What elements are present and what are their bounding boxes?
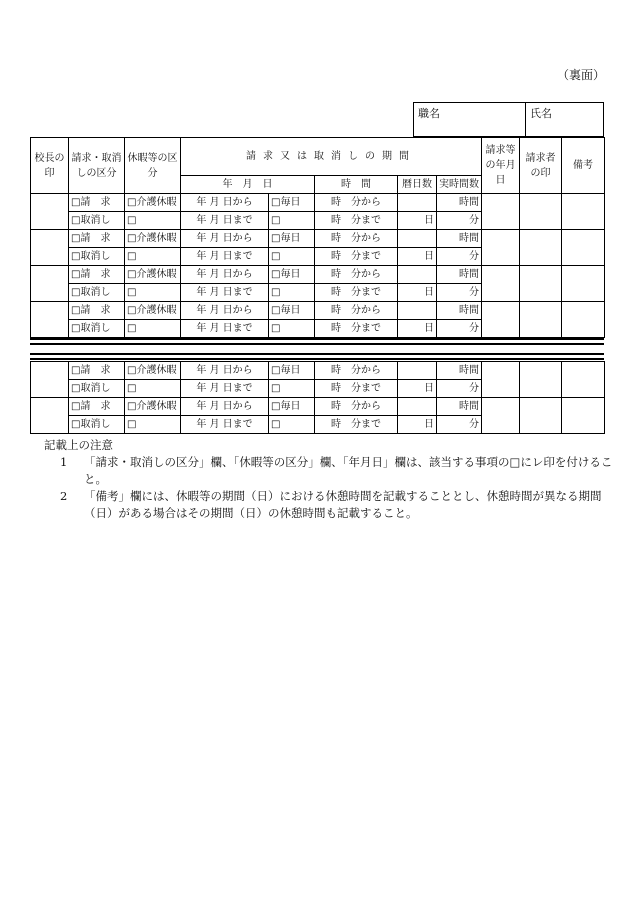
cancel-option[interactable]: □取消し (69, 248, 125, 266)
name-label: 氏名 (530, 107, 552, 120)
cancel-option[interactable]: □取消し (69, 416, 125, 434)
time-to-field[interactable]: 時 分まで (315, 380, 398, 398)
table-break-line (30, 338, 604, 340)
calendar-days-field[interactable] (398, 302, 437, 320)
requester-seal-cell[interactable] (520, 230, 562, 266)
date-to-field[interactable]: 年 月 日まで (181, 416, 269, 434)
other-day-option[interactable]: □ (269, 284, 315, 302)
cancel-option[interactable]: □取消し (69, 212, 125, 230)
nursing-leave-option[interactable]: □介護休暇 (125, 398, 181, 416)
principal-seal-cell[interactable] (31, 230, 69, 266)
time-to-field[interactable]: 時 分まで (315, 320, 398, 338)
remarks-cell[interactable] (562, 398, 605, 434)
request-cancel-header: 請求・取消しの区分 (69, 138, 125, 194)
request-option[interactable]: □請 求 (69, 362, 125, 380)
request-date-cell[interactable] (482, 362, 520, 398)
other-leave-option[interactable]: □ (125, 248, 181, 266)
principal-seal-cell[interactable] (31, 266, 69, 302)
request-date-header: 請求等の年月日 (482, 138, 520, 194)
hours-field[interactable]: 時間 (437, 266, 482, 284)
date-from-field[interactable]: 年 月 日から (181, 194, 269, 212)
nursing-leave-option[interactable]: □介護休暇 (125, 230, 181, 248)
days-unit: 日 (398, 284, 437, 302)
leave-request-table-continued (30, 361, 605, 434)
note-item (46, 454, 624, 488)
nursing-leave-option[interactable]: □介護休暇 (125, 194, 181, 212)
hours-field[interactable]: 時間 (437, 194, 482, 212)
other-day-option[interactable]: □ (269, 248, 315, 266)
time-to-field[interactable]: 時 分まで (315, 248, 398, 266)
request-date-cell[interactable] (482, 266, 520, 302)
minutes-field[interactable]: 分 (437, 248, 482, 266)
period-header: 請求又は取消しの期間 (181, 138, 482, 176)
date-header: 年 月 日 (181, 176, 315, 194)
nursing-leave-option[interactable]: □介護休暇 (125, 362, 181, 380)
date-to-field[interactable]: 年 月 日まで (181, 248, 269, 266)
hours-field[interactable]: 時間 (437, 302, 482, 320)
other-leave-option[interactable]: □ (125, 284, 181, 302)
principal-seal-cell[interactable] (31, 398, 69, 434)
actual-hours-header: 実時間数 (437, 176, 482, 194)
remarks-cell[interactable] (562, 266, 605, 302)
time-from-field[interactable]: 時 分から (315, 230, 398, 248)
nursing-leave-option[interactable]: □介護休暇 (125, 302, 181, 320)
request-date-cell[interactable] (482, 398, 520, 434)
time-from-field[interactable]: 時 分から (315, 398, 398, 416)
requester-seal-cell[interactable] (520, 194, 562, 230)
days-unit: 日 (398, 248, 437, 266)
time-from-field[interactable]: 時 分から (315, 266, 398, 284)
every-day-option[interactable]: □毎日 (269, 230, 315, 248)
requester-seal-header: 請求者の印 (520, 138, 562, 194)
principal-seal-cell[interactable] (31, 302, 69, 338)
calendar-days-field[interactable] (398, 362, 437, 380)
note-number: 1 (60, 455, 68, 469)
employee-id-table (413, 102, 604, 137)
time-to-field[interactable]: 時 分まで (315, 284, 398, 302)
reverse-side-label: （裏面） (556, 68, 605, 82)
minutes-field[interactable]: 分 (437, 320, 482, 338)
other-day-option[interactable]: □ (269, 416, 315, 434)
every-day-option[interactable]: □毎日 (269, 194, 315, 212)
leave-category-header: 休暇等の区分 (125, 138, 181, 194)
note-text: 「請求・取消しの区分」欄、「休暇等の区分」欄、「年月日」欄は、該当する事項の□にレ印を付けること。 (84, 455, 613, 486)
request-date-cell[interactable] (482, 194, 520, 230)
calendar-days-field[interactable] (398, 266, 437, 284)
days-unit: 日 (398, 380, 437, 398)
table-break-line (30, 353, 604, 355)
every-day-option[interactable]: □毎日 (269, 362, 315, 380)
days-unit: 日 (398, 320, 437, 338)
remarks-cell[interactable] (562, 362, 605, 398)
principal-seal-header: 校長の印 (31, 138, 69, 194)
time-to-field[interactable]: 時 分まで (315, 212, 398, 230)
date-to-field[interactable]: 年 月 日まで (181, 320, 269, 338)
remarks-header: 備考 (562, 138, 605, 194)
every-day-option[interactable]: □毎日 (269, 398, 315, 416)
request-date-cell[interactable] (482, 230, 520, 266)
note-item (46, 488, 624, 522)
note-text: 「備考」欄には、休暇等の期間（日）における休憩時間を記載することとし、休憩時間が異なる期間（日）がある場合はその期間（日）の休憩時間も記載すること。 (84, 489, 602, 520)
other-day-option[interactable]: □ (269, 380, 315, 398)
every-day-option[interactable]: □毎日 (269, 266, 315, 284)
remarks-cell[interactable] (562, 302, 605, 338)
cancel-option[interactable]: □取消し (69, 284, 125, 302)
minutes-field[interactable]: 分 (437, 380, 482, 398)
cancel-option[interactable]: □取消し (69, 320, 125, 338)
calendar-days-header: 暦日数 (398, 176, 437, 194)
minutes-field[interactable]: 分 (437, 284, 482, 302)
other-leave-option[interactable]: □ (125, 212, 181, 230)
request-option[interactable]: □請 求 (69, 230, 125, 248)
request-option[interactable]: □請 求 (69, 398, 125, 416)
date-from-field[interactable]: 年 月 日から (181, 230, 269, 248)
time-to-field[interactable]: 時 分まで (315, 416, 398, 434)
request-option[interactable]: □請 求 (69, 194, 125, 212)
date-from-field[interactable]: 年 月 日から (181, 302, 269, 320)
days-unit: 日 (398, 212, 437, 230)
remarks-cell[interactable] (562, 230, 605, 266)
calendar-days-field[interactable] (398, 230, 437, 248)
date-from-field[interactable]: 年 月 日から (181, 362, 269, 380)
date-to-field[interactable]: 年 月 日まで (181, 284, 269, 302)
table-break-line (30, 343, 604, 345)
position-label: 職名 (418, 107, 440, 120)
request-option[interactable]: □請 求 (69, 302, 125, 320)
request-option[interactable]: □請 求 (69, 266, 125, 284)
remarks-cell[interactable] (562, 194, 605, 230)
minutes-field[interactable]: 分 (437, 212, 482, 230)
hours-field[interactable]: 時間 (437, 230, 482, 248)
requester-seal-cell[interactable] (520, 362, 562, 398)
principal-seal-cell[interactable] (31, 194, 69, 230)
date-to-field[interactable]: 年 月 日まで (181, 380, 269, 398)
time-header: 時 間 (315, 176, 398, 194)
table-break-line (30, 358, 604, 360)
request-date-cell[interactable] (482, 302, 520, 338)
time-from-field[interactable]: 時 分から (315, 194, 398, 212)
calendar-days-field[interactable] (398, 194, 437, 212)
minutes-field[interactable]: 分 (437, 416, 482, 434)
principal-seal-cell[interactable] (31, 362, 69, 398)
requester-seal-cell[interactable] (520, 398, 562, 434)
date-to-field[interactable]: 年 月 日まで (181, 212, 269, 230)
note-number: 2 (60, 489, 68, 503)
cancel-option[interactable]: □取消し (69, 380, 125, 398)
time-from-field[interactable]: 時 分から (315, 362, 398, 380)
notes-heading: 記載上の注意 (44, 438, 113, 452)
requester-seal-cell[interactable] (520, 266, 562, 302)
other-leave-option[interactable]: □ (125, 320, 181, 338)
hours-field[interactable]: 時間 (437, 362, 482, 380)
days-unit: 日 (398, 416, 437, 434)
date-from-field[interactable]: 年 月 日から (181, 398, 269, 416)
hours-field[interactable]: 時間 (437, 398, 482, 416)
other-day-option[interactable]: □ (269, 320, 315, 338)
every-day-option[interactable]: □毎日 (269, 302, 315, 320)
calendar-days-field[interactable] (398, 398, 437, 416)
position-field[interactable] (414, 103, 526, 137)
other-day-option[interactable]: □ (269, 212, 315, 230)
name-field[interactable] (526, 103, 604, 137)
time-from-field[interactable]: 時 分から (315, 302, 398, 320)
date-from-field[interactable]: 年 月 日から (181, 266, 269, 284)
leave-request-table (30, 137, 605, 338)
other-leave-option[interactable]: □ (125, 380, 181, 398)
notes-section (46, 437, 624, 522)
requester-seal-cell[interactable] (520, 302, 562, 338)
nursing-leave-option[interactable]: □介護休暇 (125, 266, 181, 284)
other-leave-option[interactable]: □ (125, 416, 181, 434)
